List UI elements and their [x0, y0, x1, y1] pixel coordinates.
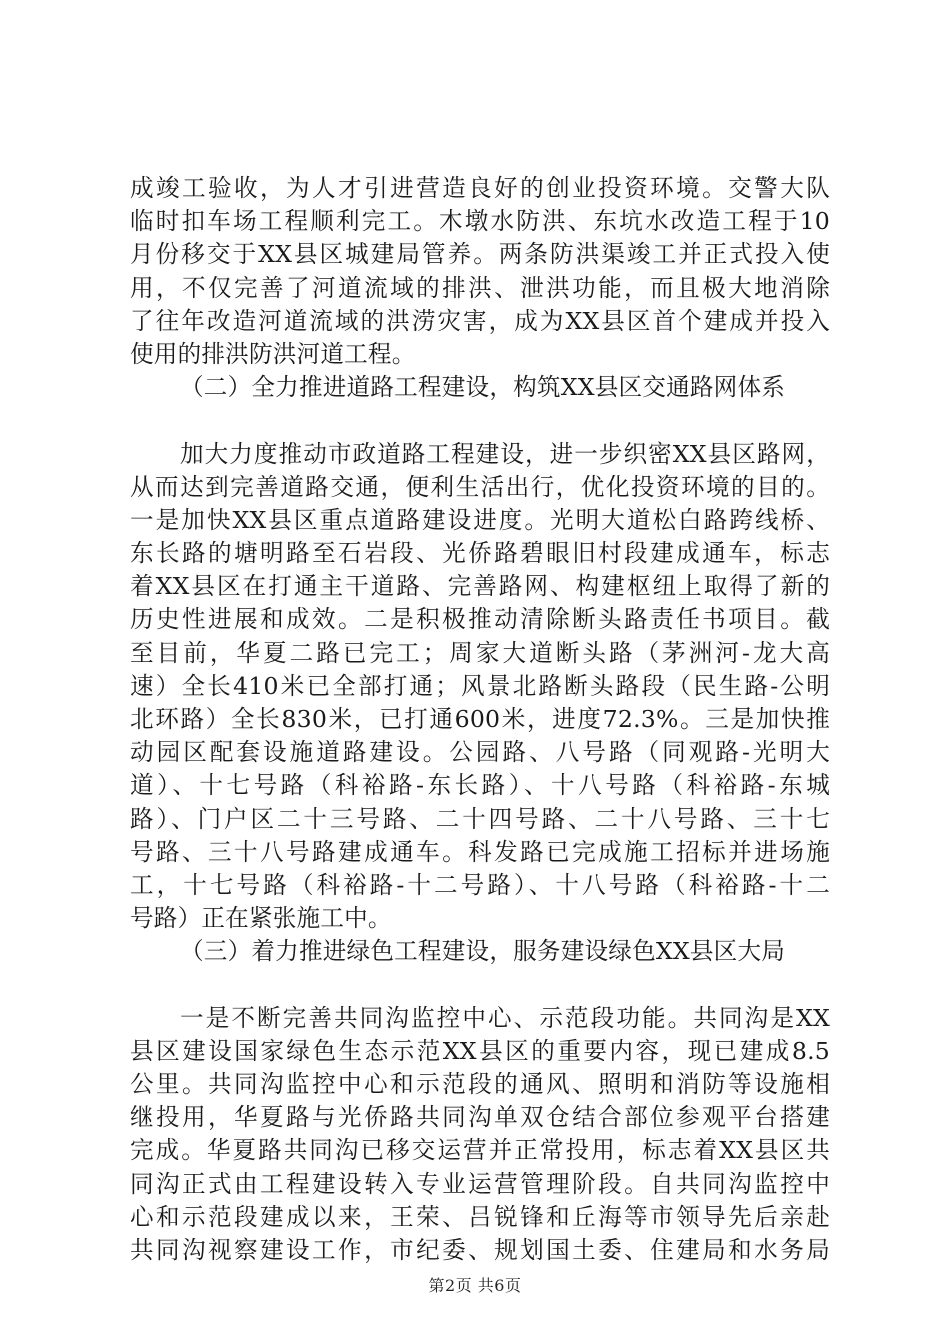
paragraph-line: 着XX县区在打通主干道路、完善路网、构建枢纽上取得了新的 — [130, 572, 830, 601]
paragraph-line: 成竣工验收，为人才引进营造良好的创业投资环境。交警大队 — [130, 174, 830, 202]
paragraph-line: 加大力度推动市政道路工程建设，进一步织密XX县区路网， — [180, 439, 830, 468]
paragraph-line: 历史性进展和成效。二是积极推动清除断头路责任书项目。截 — [130, 605, 830, 634]
paragraph-line: 路）、门户区二十三号路、二十四号路、二十八号路、三十七 — [130, 804, 830, 833]
paragraph-line: 继投用，华夏路与光侨路共同沟单双仓结合部位参观平台搭建 — [130, 1103, 830, 1132]
paragraph-line: 月份移交于XX县区城建局管养。两条防洪渠竣工并正式投入使 — [130, 240, 830, 269]
paragraph-line: 共同沟视察建设工作，市纪委、规划国土委、住建局和水务局 — [130, 1236, 830, 1264]
paragraph-line: 心和示范段建成以来，王荣、吕锐锋和丘海等市领导先后亲赴 — [130, 1202, 830, 1231]
paragraph-gap — [130, 404, 830, 437]
paragraph-line: 了往年改造河道流域的洪涝灾害，成为XX县区首个建成并投入 — [130, 306, 830, 335]
paragraph-line: 用，不仅完善了河道流域的排洪、泄洪功能，而且极大地消除 — [130, 273, 830, 302]
paragraph-line: 工，十七号路（科裕路-十二号路）、十八号路（科裕路-十二 — [130, 870, 830, 899]
document-body — [130, 172, 830, 1267]
section-heading: （二）全力推进道路工程建设，构筑XX县区交通路网体系 — [180, 373, 786, 402]
paragraph-gap — [130, 969, 830, 1002]
paragraph-line: 号路、三十八号路建成通车。科发路已完成施工招标并进场施 — [130, 837, 830, 866]
paragraph-line: 北环路）全长830米，已打通600米，进度72.3%。三是加快推 — [130, 705, 830, 733]
paragraph-line: 一是不断完善共同沟监控中心、示范段功能。共同沟是XX — [180, 1003, 830, 1032]
section-heading: （三）着力推进绿色工程建设，服务建设绿色XX县区大局 — [180, 937, 786, 966]
paragraph-line: 道）、十七号路（科裕路-东长路）、十八号路（科裕路-东城 — [130, 771, 830, 800]
paragraph-line: 速）全长410米已全部打通；风景北路断头路段（民生路-公明 — [130, 671, 830, 700]
paragraph-line: 临时扣车场工程顺利完工。木墩水防洪、东坑水改造工程于10 — [130, 207, 830, 236]
paragraph-line: 动园区配套设施道路建设。公园路、八号路（同观路-光明大 — [130, 738, 830, 767]
paragraph-line: 县区建设国家绿色生态示范XX县区的重要内容，现已建成8.5 — [130, 1036, 830, 1065]
paragraph-line: 公里。共同沟监控中心和示范段的通风、照明和消防等设施相 — [130, 1070, 830, 1099]
paragraph-line: 至目前，华夏二路已完工；周家大道断头路（茅洲河-龙大高 — [130, 638, 830, 667]
paragraph-line: 使用的排洪防洪河道工程。 — [130, 339, 416, 368]
page-number-footer: 第2页 共6页 — [428, 1276, 522, 1295]
paragraph-line: 同沟正式由工程建设转入专业运营管理阶段。自共同沟监控中 — [130, 1169, 830, 1198]
paragraph-line: 东长路的塘明路至石岩段、光侨路碧眼旧村段建成通车，标志 — [130, 539, 830, 568]
paragraph-line: 号路）正在紧张施工中。 — [130, 904, 392, 933]
paragraph-line: 完成。华夏路共同沟已移交运营并正常投用，标志着XX县区共 — [130, 1136, 830, 1165]
paragraph-line: 从而达到完善道路交通，便利生活出行，优化投资环境的目的。 — [130, 472, 830, 501]
paragraph-line: 一是加快XX县区重点道路建设进度。光明大道松白路跨线桥、 — [130, 505, 830, 534]
